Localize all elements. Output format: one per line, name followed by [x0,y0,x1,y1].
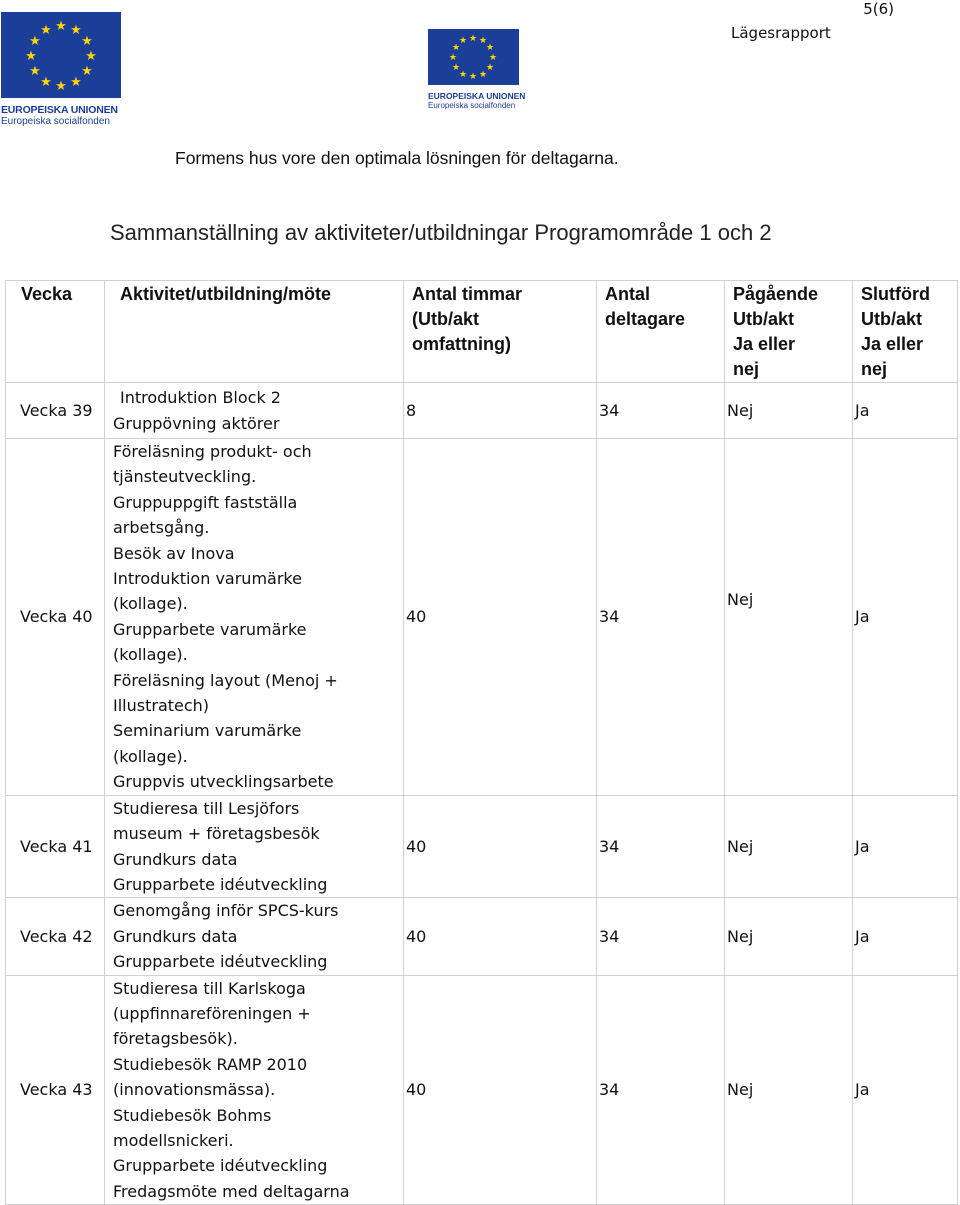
svg-text:★: ★ [458,36,468,46]
svg-text:★: ★ [468,72,478,82]
table-row [6,898,958,975]
page-number: 5(6) [863,0,894,18]
svg-text:★: ★ [488,53,498,63]
table-header-row [6,281,958,383]
completed-cell: Ja [853,975,958,1205]
hours-cell: 40 [404,795,597,898]
week-cell: Vecka 40 [6,439,105,796]
ongoing-cell: Nej [725,975,853,1205]
logo-caption-fund: Europeiska socialfonden [428,101,516,110]
activity-table [5,280,958,1205]
participants-cell: 34 [597,439,725,796]
svg-text:★: ★ [478,36,488,46]
week-cell: Vecka 39 [6,383,105,439]
header-completed: Slutförd Utb/akt Ja eller nej [853,281,958,383]
svg-text:★: ★ [29,64,41,79]
svg-text:★: ★ [25,49,37,64]
participants-cell: 34 [597,383,725,439]
table-row [6,795,958,898]
svg-text:★: ★ [81,34,93,49]
hours-cell: 40 [404,898,597,975]
header-participants: Antal deltagare [597,281,725,383]
hours-cell: 8 [404,383,597,439]
participants-cell: 34 [597,898,725,975]
activity-cell: Introduktion Block 2 Gruppövning aktörer [105,383,404,439]
svg-text:★: ★ [70,75,82,90]
activity-cell: Genomgång inför SPCS-kurs Grundkurs data Grupparbete idéutveckling [105,898,404,975]
logo-caption-union: EUROPEISKA UNIONEN [428,91,526,101]
eu-logo-large [1,12,123,127]
header-activity: Aktivitet/utbildning/möte [105,281,404,383]
svg-text:★: ★ [468,34,478,44]
header-week: Vecka [6,281,105,383]
intro-text: Formens hus vore den optimala lösningen för deltagarna. [175,148,619,168]
svg-text:★: ★ [81,64,93,79]
ongoing-cell: Nej [725,898,853,975]
completed-cell: Ja [853,898,958,975]
eu-stars-icon [1,12,121,98]
svg-text:★: ★ [458,70,468,80]
activity-cell: Föreläsning produkt- och tjänsteutveckling. Gruppuppgift fastställa arbetsgång. Besök av Inova Introduktion varumärke (kollage). Grupparbete varumärke (kollage). Föreläsning layout (Menoj + Illustratech) Seminarium varumärke (kollage). Gruppvis utvecklingsarbete [105,439,404,796]
week-cell: Vecka 42 [6,898,105,975]
eu-flag-icon [1,12,121,98]
section-title: Sammanställning av aktiviteter/utbildningar Programområde 1 och 2 [110,220,772,245]
ongoing-cell: Nej [725,439,853,796]
eu-flag-icon [428,29,519,85]
svg-text:★: ★ [29,34,41,49]
week-cell: Vecka 41 [6,795,105,898]
participants-cell: 34 [597,975,725,1205]
header-hours: Antal timmar (Utb/akt omfattning) [404,281,597,383]
week-cell: Vecka 43 [6,975,105,1205]
ongoing-cell: Nej [725,383,853,439]
svg-text:★: ★ [448,53,458,63]
svg-text:★: ★ [40,75,52,90]
activity-cell: Studieresa till Lesjöfors museum + företagsbesök Grundkurs data Grupparbete idéutveckling [105,795,404,898]
eu-stars-icon [428,29,519,85]
hours-cell: 40 [404,975,597,1205]
svg-text:★: ★ [55,79,67,94]
svg-text:★: ★ [40,23,52,38]
logo-caption-fund: Europeiska socialfonden [1,116,110,127]
table-row [6,439,958,796]
completed-cell: Ja [853,383,958,439]
table-row [6,975,958,1205]
activity-cell: Studieresa till Karlskoga (uppfinnareföreningen + företagsbesök). Studiebesök RAMP 2010 (innovationsmässa). Studiebesök Bohms modellsnickeri. Grupparbete idéutveckling Fredagsmöte med deltagarna [105,975,404,1205]
hours-cell: 40 [404,439,597,796]
participants-cell: 34 [597,795,725,898]
table-row [6,383,958,439]
svg-text:★: ★ [451,63,461,73]
eu-logo-small [428,29,524,110]
logo-caption-union: EUROPEISKA UNIONEN [1,104,118,116]
header-ongoing: Pågående Utb/akt Ja eller nej [725,281,853,383]
svg-text:★: ★ [70,23,82,38]
svg-text:★: ★ [55,19,67,34]
svg-text:★: ★ [485,63,495,73]
svg-text:★: ★ [451,43,461,53]
completed-cell: Ja [853,795,958,898]
svg-text:★: ★ [478,70,488,80]
svg-text:★: ★ [485,43,495,53]
ongoing-cell: Nej [725,795,853,898]
svg-text:★: ★ [85,49,97,64]
report-title: Lägesrapport [731,24,831,42]
completed-cell: Ja [853,439,958,796]
